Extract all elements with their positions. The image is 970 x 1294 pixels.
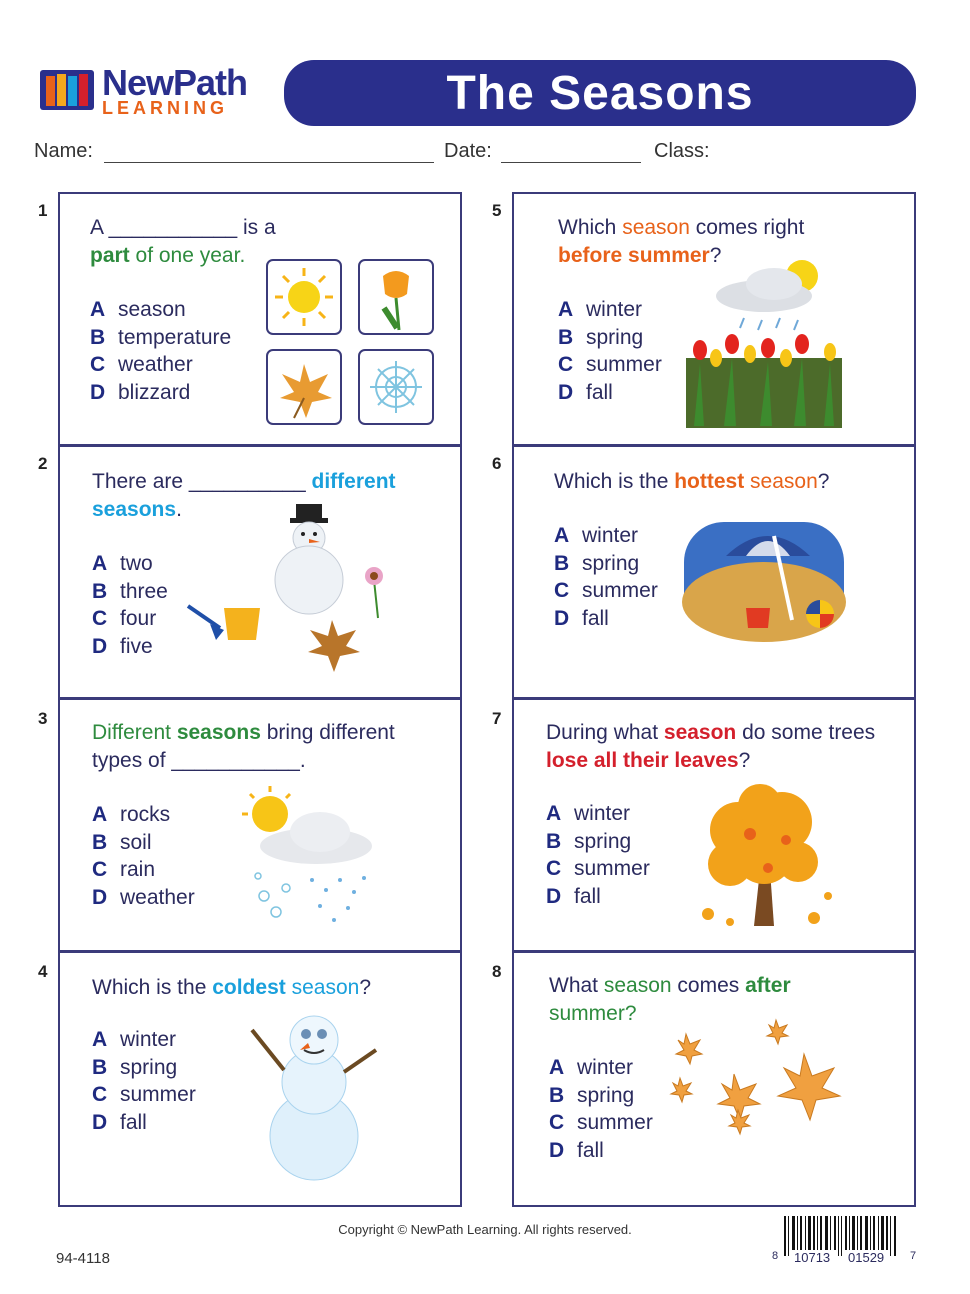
snowman-icon bbox=[275, 504, 343, 614]
option-label: summer bbox=[586, 353, 662, 376]
answer-options bbox=[549, 1054, 653, 1164]
option-label: five bbox=[120, 634, 153, 658]
answer-option[interactable] bbox=[90, 296, 231, 324]
answer-option[interactable] bbox=[558, 351, 662, 379]
question-stem-segment: There are __________ bbox=[92, 470, 312, 493]
option-label: fall bbox=[582, 606, 609, 630]
question-stem-segment: season bbox=[285, 976, 360, 999]
class-label: Class: bbox=[654, 140, 710, 162]
option-letter: C bbox=[558, 353, 574, 376]
answer-option[interactable] bbox=[549, 1137, 653, 1165]
option-letter: D bbox=[92, 634, 108, 658]
option-label: winter bbox=[582, 524, 639, 547]
sun-icon bbox=[267, 260, 341, 334]
question-stem-segment: coldest bbox=[212, 976, 286, 999]
answer-option[interactable] bbox=[90, 324, 231, 352]
option-label: summer bbox=[582, 579, 658, 602]
logo-wordmark-bottom: LEARNING bbox=[102, 98, 228, 118]
question-stem-segment: Different bbox=[92, 721, 177, 744]
option-letter: A bbox=[558, 298, 574, 321]
tulip-icon bbox=[359, 260, 433, 334]
page-title: The Seasons bbox=[446, 66, 754, 120]
question-stem-segment: one year. bbox=[153, 244, 246, 267]
question-number: 3 bbox=[38, 709, 48, 728]
question-number: 2 bbox=[38, 454, 48, 473]
beach-bucket-icon bbox=[188, 606, 260, 640]
option-letter: A bbox=[92, 1028, 108, 1051]
answer-options bbox=[92, 1026, 196, 1136]
option-letter: C bbox=[92, 1083, 108, 1106]
option-letter: A bbox=[90, 298, 106, 321]
answer-option[interactable] bbox=[92, 801, 195, 829]
beach-image bbox=[680, 516, 850, 646]
answer-option[interactable] bbox=[546, 855, 650, 883]
weather-image bbox=[236, 784, 386, 934]
option-letter: D bbox=[558, 380, 574, 404]
barcode bbox=[772, 1214, 918, 1271]
option-letter: D bbox=[90, 380, 106, 404]
answer-option[interactable] bbox=[92, 884, 195, 912]
option-letter: C bbox=[554, 579, 570, 602]
option-label: winter bbox=[577, 1056, 634, 1079]
answer-option[interactable] bbox=[92, 550, 168, 578]
option-letter: C bbox=[92, 607, 108, 630]
answer-options bbox=[546, 800, 650, 910]
answer-option[interactable] bbox=[546, 800, 650, 828]
option-label: summer bbox=[577, 1111, 653, 1134]
product-code: 94-4118 bbox=[56, 1250, 110, 1267]
question-number: 7 bbox=[492, 709, 502, 728]
option-label: winter bbox=[120, 1028, 177, 1051]
question-stem-segment: comes right bbox=[689, 216, 805, 239]
question-stem-segment: before summer bbox=[558, 244, 710, 267]
answer-option[interactable] bbox=[554, 577, 658, 605]
option-letter: B bbox=[92, 579, 108, 603]
name-field[interactable] bbox=[104, 162, 434, 163]
snowman-icon bbox=[252, 1016, 376, 1180]
tulip-field-icon bbox=[686, 334, 842, 428]
answer-option[interactable] bbox=[92, 605, 168, 633]
option-label: rain bbox=[120, 858, 156, 881]
answer-option[interactable] bbox=[549, 1109, 653, 1137]
answer-option[interactable] bbox=[92, 829, 195, 857]
answer-option[interactable] bbox=[92, 578, 168, 606]
answer-options bbox=[92, 550, 168, 660]
question-stem-segment: ? bbox=[817, 470, 830, 493]
question-stem-segment: lose all their leaves bbox=[546, 749, 739, 772]
option-label: winter bbox=[586, 298, 643, 321]
date-label: Date: bbox=[444, 140, 492, 162]
coneflower-icon bbox=[365, 567, 383, 618]
autumn-tree-image bbox=[690, 776, 840, 936]
date-field[interactable] bbox=[501, 162, 641, 163]
question-stem bbox=[92, 974, 432, 1002]
question-stem-segment: seasons bbox=[176, 721, 261, 744]
maple-leaf-icon bbox=[671, 1020, 840, 1134]
question-stem bbox=[90, 214, 280, 270]
option-letter: C bbox=[549, 1111, 565, 1134]
option-letter: A bbox=[92, 552, 108, 575]
answer-option[interactable] bbox=[546, 883, 650, 911]
option-letter: B bbox=[554, 551, 570, 575]
option-label: fall bbox=[574, 884, 601, 908]
barcode-digit-check: 7 bbox=[910, 1250, 917, 1262]
question-stem-segment: summer? bbox=[549, 1002, 637, 1025]
question-stem-segment: do some trees bbox=[736, 721, 876, 744]
option-label: summer bbox=[574, 857, 650, 880]
answer-options bbox=[92, 801, 195, 911]
option-label: three bbox=[120, 579, 168, 603]
barcode-digits-right: 01529 bbox=[848, 1250, 885, 1265]
answer-option[interactable] bbox=[558, 379, 662, 407]
sand-bucket-icon bbox=[746, 608, 770, 628]
question-stem-segment: season bbox=[622, 216, 690, 239]
name-label: Name: bbox=[34, 140, 93, 162]
option-label: blizzard bbox=[118, 380, 191, 404]
question-number: 8 bbox=[492, 962, 502, 981]
option-letter: A bbox=[92, 803, 108, 826]
seasons-collage-image bbox=[180, 500, 420, 680]
question-stem-segment: bring different types of ___________. bbox=[92, 721, 395, 772]
answer-option[interactable] bbox=[92, 1081, 196, 1109]
option-label: rocks bbox=[120, 803, 171, 826]
question-number: 5 bbox=[492, 201, 502, 220]
question-stem bbox=[92, 719, 432, 775]
falling-leaves-image bbox=[664, 1014, 864, 1144]
copyright-notice: Copyright © NewPath Learning. All rights reserved. bbox=[338, 1222, 632, 1237]
question-stem-segment: comes bbox=[671, 974, 746, 997]
beach-ball-icon bbox=[806, 600, 834, 628]
option-label: spring bbox=[586, 325, 644, 349]
option-letter: C bbox=[546, 857, 562, 880]
answer-option[interactable] bbox=[90, 379, 231, 407]
answer-option[interactable] bbox=[546, 828, 650, 856]
option-letter: C bbox=[90, 353, 106, 376]
question-stem-segment: ? bbox=[709, 244, 722, 267]
question-stem bbox=[554, 468, 874, 496]
option-letter: B bbox=[92, 1055, 108, 1079]
option-letter: D bbox=[92, 1110, 108, 1134]
newpath-logo bbox=[38, 62, 268, 118]
question-stem-segment: part bbox=[90, 244, 130, 267]
option-label: spring bbox=[577, 1083, 635, 1107]
option-label: fall bbox=[586, 380, 613, 404]
sun-icon bbox=[242, 786, 290, 832]
option-label: four bbox=[120, 607, 157, 630]
option-label: two bbox=[120, 552, 153, 575]
question-stem-segment: season bbox=[663, 721, 737, 744]
answer-option[interactable] bbox=[92, 1054, 196, 1082]
logo-wordmark-top: NewPath bbox=[102, 62, 248, 103]
option-letter: B bbox=[92, 830, 108, 854]
answer-option[interactable] bbox=[554, 522, 658, 550]
question-stem-segment: different bbox=[311, 470, 396, 493]
answer-option[interactable] bbox=[92, 1109, 196, 1137]
answer-option[interactable] bbox=[558, 296, 662, 324]
book-stack-icon bbox=[38, 66, 98, 114]
option-label: weather bbox=[118, 353, 193, 376]
question-stem-segment: Which is the bbox=[92, 976, 213, 999]
fallen-leaf-icon bbox=[308, 620, 360, 672]
answer-option[interactable] bbox=[92, 633, 168, 661]
question-stem-segment: season bbox=[744, 470, 818, 493]
question-stem-segment: ? bbox=[738, 749, 751, 772]
answer-option[interactable] bbox=[554, 550, 658, 578]
title-banner bbox=[284, 60, 916, 126]
snowflake-icon bbox=[359, 350, 433, 424]
option-letter: A bbox=[554, 524, 570, 547]
rain-icon bbox=[310, 876, 366, 922]
answer-option[interactable] bbox=[92, 1026, 196, 1054]
option-label: soil bbox=[120, 830, 152, 854]
answer-options bbox=[90, 296, 231, 406]
season-tiles-image bbox=[266, 258, 436, 428]
option-letter: B bbox=[90, 325, 106, 349]
answer-option[interactable] bbox=[549, 1054, 653, 1082]
option-label: summer bbox=[120, 1083, 196, 1106]
option-letter: B bbox=[546, 829, 562, 853]
rain-cloud-icon bbox=[716, 268, 812, 330]
option-label: temperature bbox=[118, 325, 232, 349]
question-stem-segment: season bbox=[603, 974, 672, 997]
answer-option[interactable] bbox=[90, 351, 231, 379]
option-label: fall bbox=[577, 1138, 604, 1162]
question-stem-segment: hottest bbox=[674, 470, 745, 493]
question-number: 4 bbox=[38, 962, 48, 981]
question-stem-segment: During what bbox=[546, 721, 664, 744]
option-label: spring bbox=[120, 1055, 178, 1079]
option-label: winter bbox=[574, 802, 631, 825]
question-stem-segment: Which bbox=[558, 216, 623, 239]
option-letter: A bbox=[546, 802, 562, 825]
question-number: 6 bbox=[492, 454, 502, 473]
snow-icon bbox=[255, 873, 290, 917]
barcode-digit-lead: 8 bbox=[772, 1250, 779, 1262]
question-stem-segment: A ___________ is a bbox=[90, 216, 276, 239]
answer-option[interactable] bbox=[554, 605, 658, 633]
answer-option[interactable] bbox=[92, 856, 195, 884]
question-stem bbox=[546, 719, 876, 775]
question-stem-segment: What bbox=[549, 974, 604, 997]
question-number: 1 bbox=[38, 201, 48, 220]
autumn-tree-icon bbox=[708, 784, 818, 926]
option-letter: C bbox=[92, 858, 108, 881]
option-label: fall bbox=[120, 1110, 147, 1134]
option-letter: D bbox=[549, 1138, 565, 1162]
option-letter: D bbox=[554, 606, 570, 630]
spring-tulips-image bbox=[684, 254, 844, 430]
answer-options bbox=[558, 296, 662, 406]
option-letter: A bbox=[549, 1056, 565, 1079]
question-stem-segment: ? bbox=[359, 976, 371, 999]
option-label: season bbox=[118, 298, 186, 321]
question-stem-segment: Which is the bbox=[554, 470, 675, 493]
snowman-image bbox=[246, 1010, 386, 1182]
option-label: weather bbox=[120, 885, 195, 909]
option-label: spring bbox=[574, 829, 632, 853]
question-stem-segment: after bbox=[745, 974, 791, 997]
option-letter: D bbox=[92, 885, 108, 909]
option-letter: D bbox=[546, 884, 562, 908]
barcode-digits-left: 10713 bbox=[794, 1250, 831, 1265]
question-stem-segment: seasons bbox=[92, 498, 177, 521]
question-stem-segment: of bbox=[129, 244, 154, 267]
answer-options bbox=[554, 522, 658, 632]
option-letter: B bbox=[549, 1083, 565, 1107]
autumn-leaf-icon bbox=[267, 350, 341, 424]
option-label: spring bbox=[582, 551, 640, 575]
option-letter: B bbox=[558, 325, 574, 349]
answer-option[interactable] bbox=[549, 1082, 653, 1110]
question-stem-segment: . bbox=[176, 498, 182, 521]
answer-option[interactable] bbox=[558, 324, 662, 352]
